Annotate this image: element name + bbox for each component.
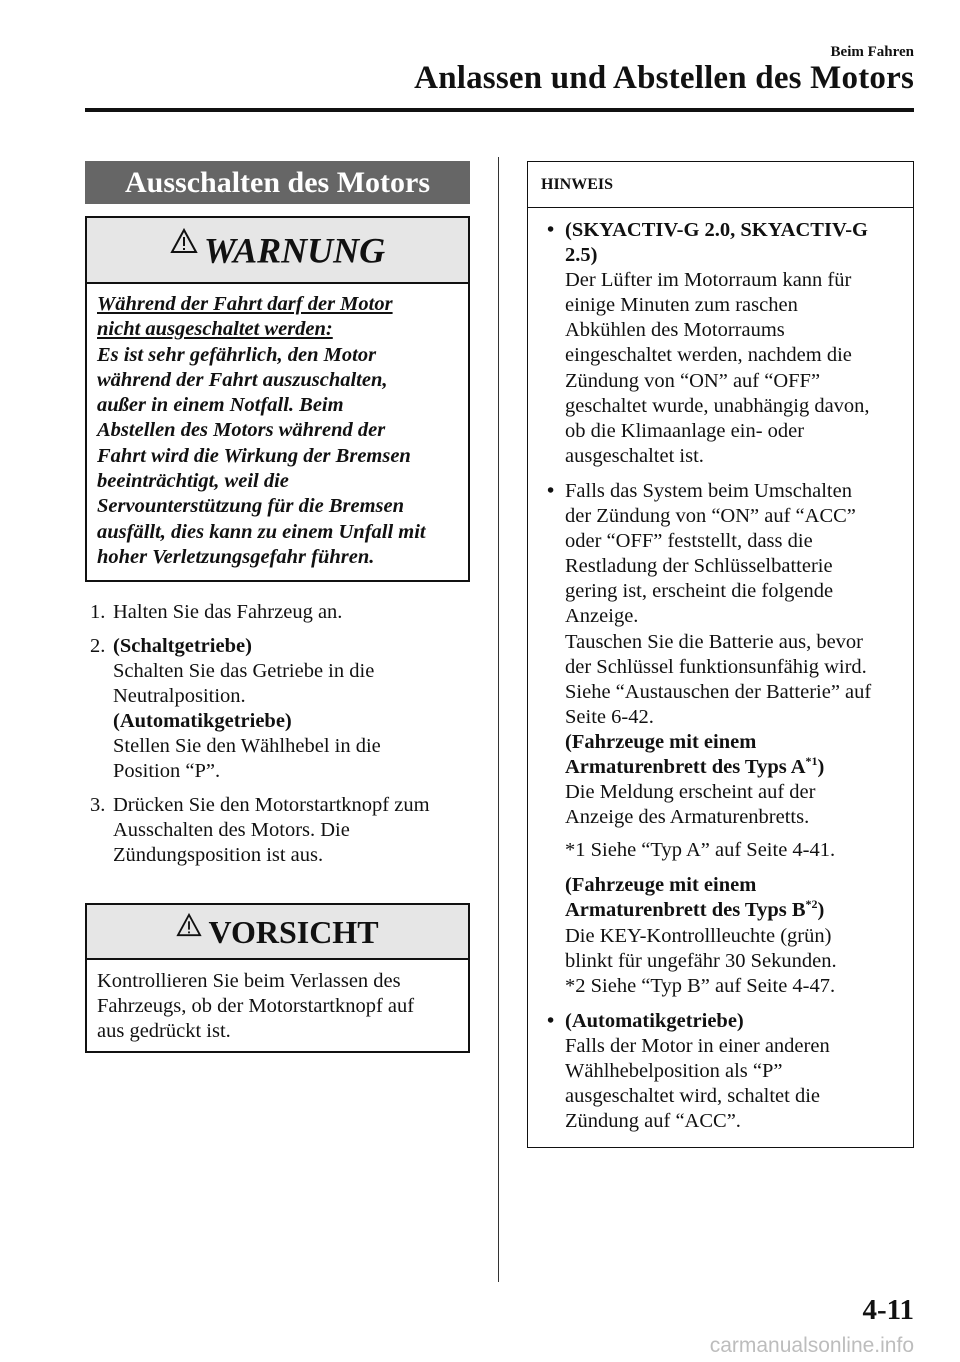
warning-triangle-icon	[170, 218, 198, 282]
step-heading: (Schaltgetriebe)	[113, 635, 252, 657]
note-line: blinkt für ungefähr 30 Sekunden.	[565, 949, 837, 972]
caution-line: Fahrzeugs, ob der Motorstartknopf auf	[97, 995, 415, 1017]
warning-line: während der Fahrt auszuschalten,	[97, 368, 388, 391]
warning-line: Servounterstützung für die Bremsen	[97, 495, 404, 518]
step-line: Ausschalten des Motors. Die	[113, 819, 350, 841]
note-item-1	[538, 218, 903, 469]
warning-line: Abstellen des Motors während der	[97, 419, 386, 442]
caution-header	[87, 905, 468, 960]
note-body	[528, 208, 913, 1134]
bullet-icon: •	[547, 219, 555, 241]
column-divider	[498, 157, 499, 1282]
note-line: Tauschen Sie die Batterie aus, bevor	[565, 630, 863, 653]
note-line: der Schlüssel funktionsunfähig wird.	[565, 655, 867, 678]
note-item-heading: 2.5)	[565, 244, 598, 267]
note-line: Restladung der Schlüsselbatterie	[565, 555, 833, 578]
step-line: Drücken Sie den Motorstartknopf zum	[113, 794, 430, 816]
note-item-2	[538, 479, 903, 999]
note-line: gering ist, erscheint die folgende	[565, 580, 834, 603]
step-line: Schalten Sie das Getriebe in die	[113, 660, 375, 682]
step-line: Position “P”.	[113, 760, 221, 782]
note-line: Anzeige des Armaturenbretts.	[565, 806, 810, 829]
note-line: Seite 6-42.	[565, 705, 654, 728]
warning-body	[87, 284, 468, 570]
note-line: ausgeschaltet wird, schaltet die	[565, 1085, 821, 1108]
note-line: Die KEY-Kontrollleuchte (grün)	[565, 924, 832, 947]
step-text: Halten Sie das Fahrzeug an.	[113, 601, 343, 623]
step-number: 3.	[90, 794, 106, 816]
note-line: Die Meldung erscheint auf der	[565, 781, 816, 804]
step-heading: (Automatikgetriebe)	[113, 710, 292, 732]
warning-box	[85, 216, 470, 582]
warning-line: Fahrt wird die Wirkung der Bremsen	[97, 444, 411, 467]
step-3	[90, 793, 470, 868]
watermark: carmanualsonline.info	[709, 1334, 914, 1357]
note-line: eingeschaltet werden, nachdem die	[565, 344, 852, 367]
footnote-2: *2 Siehe “Typ B” auf Seite 4-47.	[565, 974, 836, 997]
bullet-icon: •	[547, 479, 555, 502]
note-item-heading: (SKYACTIV-G 2.0, SKYACTIV-G	[565, 219, 868, 241]
note-line: Siehe “Austauschen der Batterie” auf	[565, 680, 872, 703]
type-a-heading: (Fahrzeuge mit einem	[565, 730, 757, 753]
step-line: Zündungsposition ist aus.	[113, 844, 324, 866]
note-item-heading: (Automatikgetriebe)	[565, 1009, 744, 1032]
step-2	[90, 634, 470, 784]
warning-line: Es ist sehr gefährlich, den Motor	[97, 343, 377, 366]
type-b-heading: (Fahrzeuge mit einem	[565, 874, 757, 897]
bullet-icon: •	[547, 1009, 555, 1032]
header-section: Beim Fahren	[830, 44, 914, 60]
warning-line: außer in einem Notfall. Beim	[97, 394, 344, 417]
note-line: oder “OFF” feststellt, dass die	[565, 530, 813, 553]
step-1	[90, 600, 470, 625]
warning-triangle-icon	[176, 906, 202, 959]
warning-line: beeinträchtigt, weil die	[97, 470, 289, 493]
header-title: Anlassen und Abstellen des Motors	[414, 60, 914, 96]
page-number: 4-11	[862, 1294, 914, 1326]
warning-header	[87, 218, 468, 284]
note-line: Falls der Motor in einer anderen	[565, 1034, 830, 1057]
note-line: Abkühlen des Motorraums	[565, 319, 785, 342]
step-line: Stellen Sie den Wählhebel in die	[113, 735, 381, 757]
warning-line: hoher Verletzungsgefahr führen.	[97, 545, 375, 568]
step-number: 1.	[90, 601, 106, 623]
note-line: Zündung von “ON” auf “OFF”	[565, 369, 821, 392]
caution-line: aus gedrückt ist.	[97, 1020, 231, 1042]
note-line: geschaltet wurde, unabhängig davon,	[565, 394, 870, 417]
note-line: Anzeige.	[565, 605, 639, 628]
note-line: Wählhebelposition als “P”	[565, 1060, 783, 1082]
note-line: Zündung auf “ACC”.	[565, 1110, 741, 1133]
section-title: Ausschalten des Motors	[85, 161, 470, 204]
caution-box	[85, 903, 470, 1053]
note-title: HINWEIS	[528, 162, 913, 208]
caution-body	[87, 960, 468, 1044]
type-b-heading: Armaturenbrett des Typs $B^{*2}$)	[565, 897, 825, 922]
caution-line: Kontrollieren Sie beim Verlassen des	[97, 970, 401, 992]
note-line: der Zündung von “ON” auf “ACC”	[565, 505, 856, 528]
note-line: Falls das System beim Umschalten	[565, 479, 852, 502]
note-item-3	[538, 1009, 903, 1134]
header-rule	[85, 108, 914, 112]
warning-line: ausfällt, dies kann zu einem Unfall mit	[97, 520, 426, 543]
warning-title: WARNUNG	[203, 230, 386, 271]
note-box	[527, 161, 914, 1148]
note-line: ausgeschaltet ist.	[565, 444, 704, 467]
step-number: 2.	[90, 635, 106, 657]
footnote-1: *1 Siehe “Typ A” auf Seite 4-41.	[565, 839, 836, 862]
note-line: ob die Klimaanlage ein- oder	[565, 419, 805, 442]
note-line: Der Lüfter im Motorraum kann für	[565, 269, 852, 292]
step-line: Neutralposition.	[113, 685, 246, 707]
note-line: einige Minuten zum raschen	[565, 294, 798, 317]
type-a-heading: Armaturenbrett des Typs $A^{*1}$)	[565, 754, 825, 778]
warning-underlined-line: Während der Fahrt darf der Motor	[97, 293, 393, 315]
caution-title: VORSICHT	[208, 913, 379, 950]
steps-list	[90, 600, 470, 877]
warning-underlined-line: nicht ausgeschaltet werden:	[97, 318, 333, 341]
